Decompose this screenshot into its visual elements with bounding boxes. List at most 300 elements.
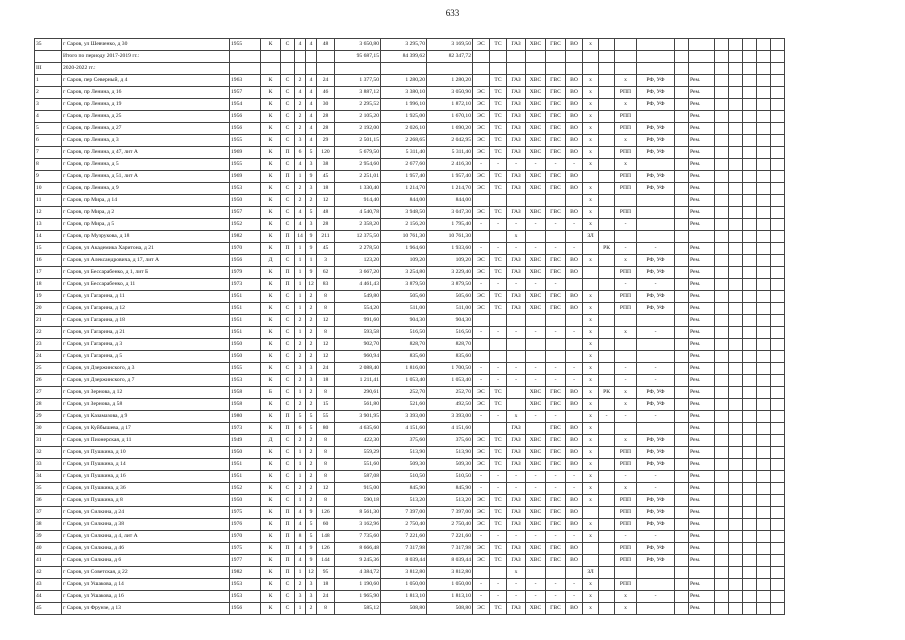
table-cell: [637, 39, 675, 51]
table-cell: [599, 375, 615, 387]
table-cell: [507, 351, 526, 363]
table-cell: 511,00: [427, 303, 473, 315]
table-cell: 3 887,12: [335, 87, 381, 99]
table-cell: [743, 375, 757, 387]
table-cell: ГВС: [546, 87, 566, 99]
table-cell: [715, 531, 729, 543]
table-cell: ГАЗ: [507, 207, 526, 219]
table-cell: [715, 327, 729, 339]
table-cell: [583, 267, 599, 279]
table-cell: Рем.: [689, 459, 715, 471]
table-cell: ГВС: [546, 75, 566, 87]
table-cell: -: [507, 375, 526, 387]
table-cell: Рем.: [689, 543, 715, 555]
table-cell: 1951: [230, 471, 261, 483]
table-cell: [675, 591, 689, 603]
table-cell: [757, 243, 771, 255]
table-cell: Рем.: [689, 495, 715, 507]
table-cell: 1958: [230, 399, 261, 411]
table-cell: ТС: [490, 435, 507, 447]
table-cell: 1: [306, 255, 317, 267]
table-cell: г Саров, ул Бессарабенко, д 1, лит Б: [62, 267, 230, 279]
table-cell: Итого по периоду 2017-2019 гг.:: [62, 51, 230, 63]
table-cell: 12: [35, 207, 62, 219]
table-cell: 48: [317, 207, 335, 219]
table-cell: [743, 579, 757, 591]
table-cell: г Саров, ул Бессарабенко, д 11: [62, 279, 230, 291]
table-cell: [757, 363, 771, 375]
table-cell: -: [473, 411, 490, 423]
table-cell: [729, 579, 743, 591]
table-cell: [743, 483, 757, 495]
table-cell: [729, 243, 743, 255]
table-cell: [637, 339, 675, 351]
table-cell: [599, 195, 615, 207]
table-cell: Рем.: [689, 243, 715, 255]
table-cell: 1970: [230, 531, 261, 543]
table-cell: [637, 579, 675, 591]
table-cell: 9: [306, 171, 317, 183]
table-cell: -: [546, 579, 566, 591]
table-cell: 7 221,60: [427, 531, 473, 543]
table-cell: х: [615, 591, 637, 603]
table-cell: 4 151,60: [381, 423, 427, 435]
table-cell: 12: [306, 279, 317, 291]
table-row: [35, 99, 785, 111]
table-cell: 1: [295, 327, 306, 339]
table-row: [35, 435, 785, 447]
table-cell: К: [261, 291, 281, 303]
table-cell: [675, 159, 689, 171]
table-cell: 509,30: [427, 459, 473, 471]
table-cell: ГВС: [546, 423, 566, 435]
table-cell: 14: [35, 231, 62, 243]
table-row: [35, 507, 785, 519]
table-cell: 2: [295, 483, 306, 495]
table-cell: [729, 411, 743, 423]
table-cell: [526, 63, 546, 75]
table-cell: ГВС: [546, 387, 566, 399]
table-cell: [715, 219, 729, 231]
table-cell: 1 053,40: [427, 375, 473, 387]
table-cell: [729, 63, 743, 75]
table-cell: 9: [35, 171, 62, 183]
table-cell: 14: [295, 231, 306, 243]
table-cell: [526, 231, 546, 243]
table-cell: С: [281, 75, 295, 87]
table-cell: 1950: [230, 195, 261, 207]
table-cell: -: [637, 471, 675, 483]
table-cell: 1950: [230, 351, 261, 363]
table-cell: [715, 579, 729, 591]
table-cell: 513,20: [381, 495, 427, 507]
table-cell: х: [507, 231, 526, 243]
table-cell: П: [281, 231, 295, 243]
table-cell: [771, 183, 785, 195]
table-cell: [729, 423, 743, 435]
table-cell: [637, 603, 675, 615]
table-cell: 2 088,40: [335, 363, 381, 375]
table-cell: 35: [35, 39, 62, 51]
table-cell: [743, 423, 757, 435]
table-cell: [715, 363, 729, 375]
table-cell: [599, 303, 615, 315]
table-cell: РФ, УФ: [637, 555, 675, 567]
table-cell: Рем.: [689, 423, 715, 435]
table-cell: Рем.: [689, 255, 715, 267]
table-cell: 29: [317, 135, 335, 147]
table-cell: ВО: [566, 255, 583, 267]
table-cell: ЭС: [473, 39, 490, 51]
table-cell: [771, 171, 785, 183]
table-cell: 26: [35, 375, 62, 387]
table-cell: К: [261, 411, 281, 423]
table-cell: 549,80: [335, 291, 381, 303]
table-cell: [757, 183, 771, 195]
table-cell: [729, 339, 743, 351]
table-cell: [771, 63, 785, 75]
table-row: [35, 75, 785, 87]
table-cell: [599, 399, 615, 411]
table-cell: [526, 423, 546, 435]
table-cell: [729, 459, 743, 471]
table-cell: ХВС: [526, 603, 546, 615]
table-cell: С: [281, 327, 295, 339]
table-cell: 1953: [230, 183, 261, 195]
table-cell: [675, 147, 689, 159]
housing-register-table: [34, 38, 785, 615]
table-cell: 2: [306, 291, 317, 303]
table-cell: [599, 135, 615, 147]
table-cell: С: [281, 399, 295, 411]
table-cell: 1956: [230, 603, 261, 615]
table-cell: Рем.: [689, 351, 715, 363]
table-cell: 4: [295, 555, 306, 567]
table-cell: 1: [295, 567, 306, 579]
table-cell: ВО: [566, 291, 583, 303]
table-cell: 7 397,00: [381, 507, 427, 519]
table-cell: [729, 591, 743, 603]
table-cell: -: [490, 327, 507, 339]
table-cell: 4: [295, 519, 306, 531]
table-cell: [615, 567, 637, 579]
table-cell: [743, 279, 757, 291]
table-cell: ЗЛ: [583, 567, 599, 579]
table-cell: 13: [35, 219, 62, 231]
table-cell: ТС: [490, 255, 507, 267]
table-cell: [715, 51, 729, 63]
table-cell: [757, 471, 771, 483]
table-cell: [675, 339, 689, 351]
table-cell: г Саров, ул Ушакова, д 14: [62, 579, 230, 591]
table-cell: [599, 339, 615, 351]
table-cell: 513,20: [427, 495, 473, 507]
table-cell: 4: [306, 99, 317, 111]
table-cell: ВО: [566, 123, 583, 135]
table-cell: 2 750,40: [427, 519, 473, 531]
table-cell: [757, 219, 771, 231]
table-cell: Рем.: [689, 363, 715, 375]
table-cell: 1: [295, 171, 306, 183]
table-cell: [757, 603, 771, 615]
table-cell: -: [546, 483, 566, 495]
table-cell: [599, 327, 615, 339]
table-cell: [546, 315, 566, 327]
table-cell: -: [526, 411, 546, 423]
table-cell: К: [261, 171, 281, 183]
table-cell: 2: [306, 495, 317, 507]
table-cell: ГАЗ: [507, 267, 526, 279]
table-cell: ЭС: [473, 603, 490, 615]
table-cell: 8: [317, 327, 335, 339]
table-cell: [771, 123, 785, 135]
table-cell: -: [507, 483, 526, 495]
table-cell: 252,70: [427, 387, 473, 399]
table-cell: -: [546, 243, 566, 255]
table-cell: К: [261, 267, 281, 279]
table-cell: 510,50: [427, 471, 473, 483]
table-cell: 8: [317, 447, 335, 459]
table-cell: ГАЗ: [507, 183, 526, 195]
table-cell: 42: [35, 567, 62, 579]
table-cell: [615, 39, 637, 51]
table-cell: 1951: [230, 327, 261, 339]
table-cell: г Саров, пр Ленина, д 3: [62, 135, 230, 147]
table-cell: [743, 459, 757, 471]
table-cell: 2 026,10: [381, 123, 427, 135]
table-cell: [771, 363, 785, 375]
table-cell: [743, 51, 757, 63]
table-cell: ВО: [566, 111, 583, 123]
table-cell: 3 162,96: [335, 519, 381, 531]
table-cell: [566, 567, 583, 579]
table-cell: 8: [317, 387, 335, 399]
table-cell: [757, 459, 771, 471]
table-cell: К: [261, 591, 281, 603]
table-cell: 1 965,90: [335, 591, 381, 603]
table-cell: [427, 63, 473, 75]
table-cell: РПП: [615, 459, 637, 471]
table-cell: [675, 75, 689, 87]
table-cell: [599, 555, 615, 567]
table-cell: [771, 39, 785, 51]
table-cell: [715, 231, 729, 243]
table-cell: 8: [35, 159, 62, 171]
table-cell: ХВС: [526, 207, 546, 219]
table-cell: [715, 147, 729, 159]
table-cell: г Саров, ул Силкина, д 38: [62, 519, 230, 531]
table-cell: [473, 195, 490, 207]
table-row: [35, 267, 785, 279]
table-cell: [771, 99, 785, 111]
table-cell: 516,50: [381, 327, 427, 339]
table-cell: Рем.: [689, 147, 715, 159]
table-cell: РПП: [615, 579, 637, 591]
table-cell: 2: [306, 339, 317, 351]
table-cell: 4 540,78: [335, 207, 381, 219]
table-cell: РПП: [615, 495, 637, 507]
table-cell: 5 311,40: [381, 147, 427, 159]
table-cell: [743, 111, 757, 123]
table-cell: г Саров, пр Ленина, д 51, лит А: [62, 171, 230, 183]
table-cell: ГАЗ: [507, 507, 526, 519]
table-cell: [615, 339, 637, 351]
table-cell: х: [615, 603, 637, 615]
table-cell: -: [566, 327, 583, 339]
table-cell: Рем.: [689, 327, 715, 339]
table-cell: 8 039,44: [427, 555, 473, 567]
table-cell: 12: [317, 483, 335, 495]
table-cell: [490, 231, 507, 243]
table-cell: [599, 603, 615, 615]
table-cell: [675, 375, 689, 387]
table-cell: [599, 39, 615, 51]
table-cell: 34: [35, 471, 62, 483]
table-row: [35, 51, 785, 63]
table-cell: [490, 423, 507, 435]
table-cell: К: [261, 339, 281, 351]
table-cell: 1980: [230, 411, 261, 423]
table-cell: [771, 279, 785, 291]
table-cell: [757, 567, 771, 579]
table-cell: 422,30: [335, 435, 381, 447]
table-cell: х: [615, 327, 637, 339]
table-row: [35, 495, 785, 507]
table-cell: 7 221,60: [381, 531, 427, 543]
table-cell: РФ, УФ: [637, 495, 675, 507]
table-cell: ВО: [566, 87, 583, 99]
table-cell: ГАЗ: [507, 603, 526, 615]
table-cell: 1 813,10: [381, 591, 427, 603]
table-cell: г Саров, пр Ленина, д 16: [62, 87, 230, 99]
table-cell: ХВС: [526, 387, 546, 399]
table-cell: [599, 183, 615, 195]
table-cell: [583, 555, 599, 567]
table-cell: РФ, УФ: [637, 303, 675, 315]
table-cell: -: [526, 327, 546, 339]
table-cell: [715, 183, 729, 195]
table-cell: 60: [317, 519, 335, 531]
table-cell: ВО: [566, 495, 583, 507]
table-cell: ХВС: [526, 495, 546, 507]
table-cell: 559,29: [335, 447, 381, 459]
table-cell: 1956: [230, 255, 261, 267]
table-cell: г Саров, ул Силкина, д 46: [62, 543, 230, 555]
table-cell: [729, 255, 743, 267]
table-cell: х: [583, 459, 599, 471]
table-cell: РФ, УФ: [637, 171, 675, 183]
table-cell: [675, 195, 689, 207]
table-cell: С: [281, 591, 295, 603]
table-cell: [771, 531, 785, 543]
table-cell: 516,50: [427, 327, 473, 339]
table-cell: [743, 99, 757, 111]
table-cell: Рем.: [689, 471, 715, 483]
table-cell: [771, 315, 785, 327]
table-cell: [599, 471, 615, 483]
table-row: [35, 231, 785, 243]
table-cell: [743, 147, 757, 159]
table-cell: -: [507, 531, 526, 543]
table-cell: 1: [295, 267, 306, 279]
table-cell: [566, 63, 583, 75]
table-cell: [583, 507, 599, 519]
table-cell: [743, 555, 757, 567]
table-cell: [715, 195, 729, 207]
table-cell: 8: [317, 435, 335, 447]
table-cell: 82 347,72: [427, 51, 473, 63]
table-cell: П: [281, 543, 295, 555]
table-cell: [599, 423, 615, 435]
table-cell: [771, 111, 785, 123]
table-cell: 18: [35, 279, 62, 291]
table-cell: Рем.: [689, 111, 715, 123]
table-cell: 2 416,30: [427, 159, 473, 171]
table-row: [35, 39, 785, 51]
table-cell: [743, 543, 757, 555]
table-cell: 2 105,20: [335, 111, 381, 123]
table-cell: РПП: [615, 291, 637, 303]
table-cell: ЭС: [473, 267, 490, 279]
table-cell: 1 795,40: [427, 219, 473, 231]
table-cell: 2 501,15: [335, 135, 381, 147]
table-cell: К: [261, 135, 281, 147]
table-cell: -: [637, 375, 675, 387]
table-cell: ЭС: [473, 183, 490, 195]
table-cell: ВО: [566, 135, 583, 147]
table-cell: [599, 99, 615, 111]
table-cell: ТС: [490, 123, 507, 135]
table-cell: 55: [317, 411, 335, 423]
table-cell: К: [261, 459, 281, 471]
table-cell: С: [281, 483, 295, 495]
table-cell: -: [546, 279, 566, 291]
table-cell: [261, 51, 281, 63]
table-cell: [771, 75, 785, 87]
table-cell: 1955: [230, 363, 261, 375]
table-cell: ГВС: [546, 603, 566, 615]
table-cell: [729, 171, 743, 183]
table-cell: ГАЗ: [507, 495, 526, 507]
table-cell: [675, 519, 689, 531]
table-cell: [281, 63, 295, 75]
table-cell: П: [281, 267, 295, 279]
table-cell: г Саров, ул Академика Харитона, д 21: [62, 243, 230, 255]
table-cell: [637, 351, 675, 363]
table-cell: [546, 231, 566, 243]
table-cell: [566, 351, 583, 363]
table-cell: 9: [306, 507, 317, 519]
table-cell: ТС: [490, 183, 507, 195]
table-cell: 3: [306, 375, 317, 387]
table-cell: С: [281, 387, 295, 399]
table-cell: [637, 219, 675, 231]
table-cell: [583, 171, 599, 183]
table-cell: 3: [306, 159, 317, 171]
table-cell: [757, 399, 771, 411]
table-cell: 2: [306, 447, 317, 459]
table-cell: [715, 519, 729, 531]
table-cell: ХВС: [526, 267, 546, 279]
table-cell: РФ, УФ: [637, 543, 675, 555]
table-cell: 80: [317, 423, 335, 435]
table-cell: Рем.: [689, 603, 715, 615]
table-cell: х: [615, 255, 637, 267]
table-cell: -: [526, 591, 546, 603]
table-cell: 1: [295, 303, 306, 315]
table-cell: 1 964,60: [381, 243, 427, 255]
table-cell: [546, 351, 566, 363]
